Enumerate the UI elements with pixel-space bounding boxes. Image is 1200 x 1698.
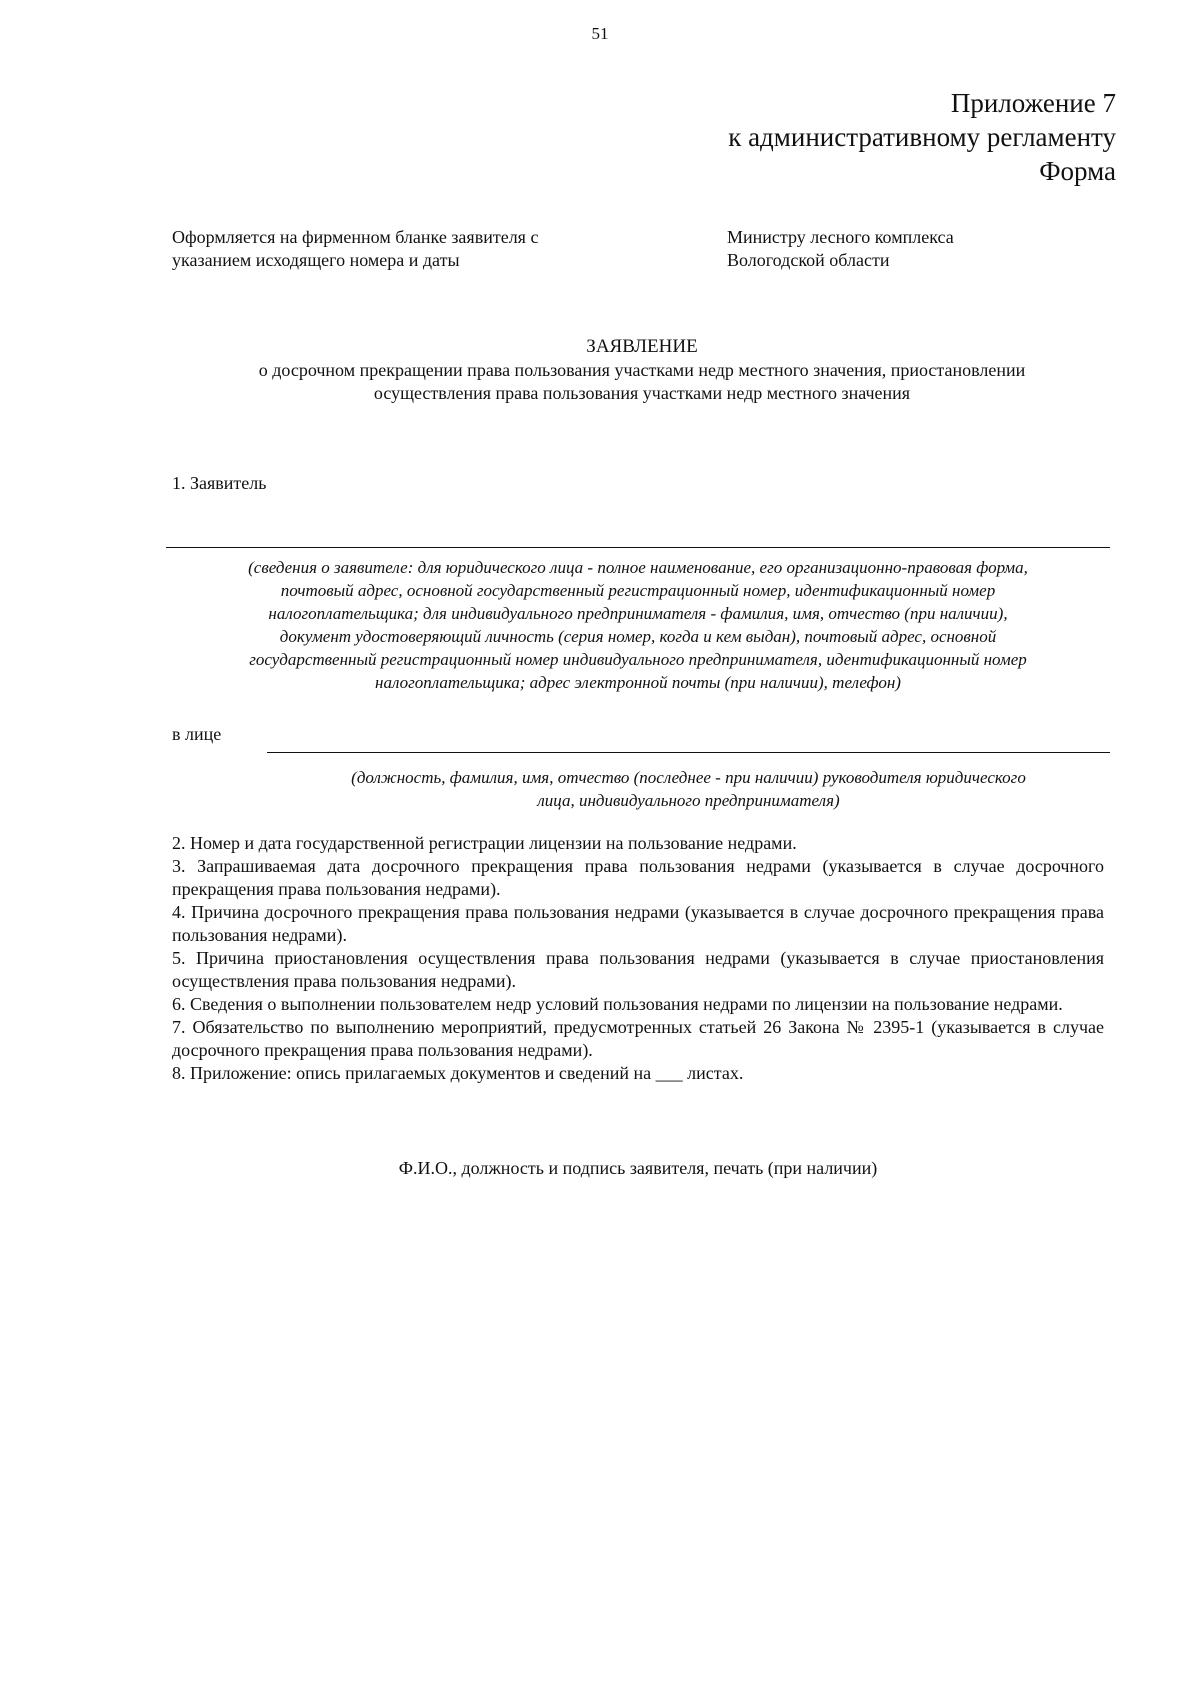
letterhead-note-line: указанием исходящего номера и даты [172,250,460,270]
page-number: 51 [591,24,609,43]
subtitle-line: о досрочном прекращении права пользования участками недр местного значения, приостановлении [258,360,1026,380]
list-item: 3. Запрашиваемая дата досрочного прекращения права пользования недрами (указывается в случае досрочного прекращения права пользования недрами). [172,856,1104,899]
list-item: 5. Причина приостановления осуществления права пользования недрами (указывается в случае приостановления осуществления права пользования недрами). [172,948,1104,991]
applicant-fill-line[interactable] [166,547,1110,548]
addressee-line: Министру лесного комплекса [727,227,954,247]
signature-caption [0,1157,1200,1180]
addressee-line: Вологодской области [727,250,890,270]
represented-hint [267,766,1110,812]
list-item: 4. Причина досрочного прекращения права пользования недрами (указывается в случае досрочного прекращения права пользования недрами). [172,902,1104,945]
appendix-header [728,86,1116,188]
addressee [727,226,1127,272]
appendix-line: к административному регламенту [728,122,1116,152]
list-item: 2. Номер и дата государственной регистрации лицензии на пользование недрами. [172,833,797,853]
applicant-hint [166,556,1110,694]
applicant-hint-line: налогоплательщика; адрес электронной почты (при наличии), телефон) [375,673,901,692]
subtitle-line: осуществления права пользования участками недр местного значения [373,383,911,403]
appendix-line: Форма [1039,156,1116,186]
letterhead-note [172,226,652,272]
represented-hint-line: лица, индивидуального предпринимателя) [537,791,840,810]
applicant-hint-line: (сведения о заявителе: для юридического лица - полное наименование, его организационно-правовая форма, [248,558,1028,577]
list-item: 7. Обязательство по выполнению мероприятий, предусмотренных статьей 26 Закона № 2395-1 (указывается в случае досрочного прекращения права пользования недрами). [172,1017,1104,1060]
list-item: 6. Сведения о выполнении пользователем недр условий пользования недрами по лицензии на пользование недрами. [172,994,1063,1014]
applicant-hint-line: документ удостоверяющий личность (серия номер, когда и кем выдан), почтовый адрес, основной [279,627,997,646]
signature-caption-text: Ф.И.О., должность и подпись заявителя, печать (при наличии) [398,1158,878,1178]
list-item: 8. Приложение: опись прилагаемых документов и сведений на ___ листах. [172,1063,744,1083]
letterhead-note-line: Оформляется на фирменном бланке заявителя с [172,227,539,247]
represented-hint-line: (должность, фамилия, имя, отчество (последнее - при наличии) руководителя юридического [351,768,1026,787]
represented-fill-line[interactable] [267,752,1110,753]
document-subtitle [172,359,1112,405]
applicant-hint-line: государственный регистрационный номер индивидуального предпринимателя, идентификационный номер [249,650,1027,669]
applicant-label: 1. Заявитель [172,473,267,493]
document-title: ЗАЯВЛЕНИЕ [586,336,698,357]
applicant-hint-line: налогоплательщика; для индивидуального предпринимателя - фамилия, имя, отчество (при наличии), [268,604,1008,623]
appendix-line: Приложение 7 [950,88,1116,118]
represented-label: в лице [172,724,222,744]
application-items [172,832,1104,1085]
applicant-hint-line: почтовый адрес, основной государственный регистрационный номер, идентификационный номер [280,581,996,600]
